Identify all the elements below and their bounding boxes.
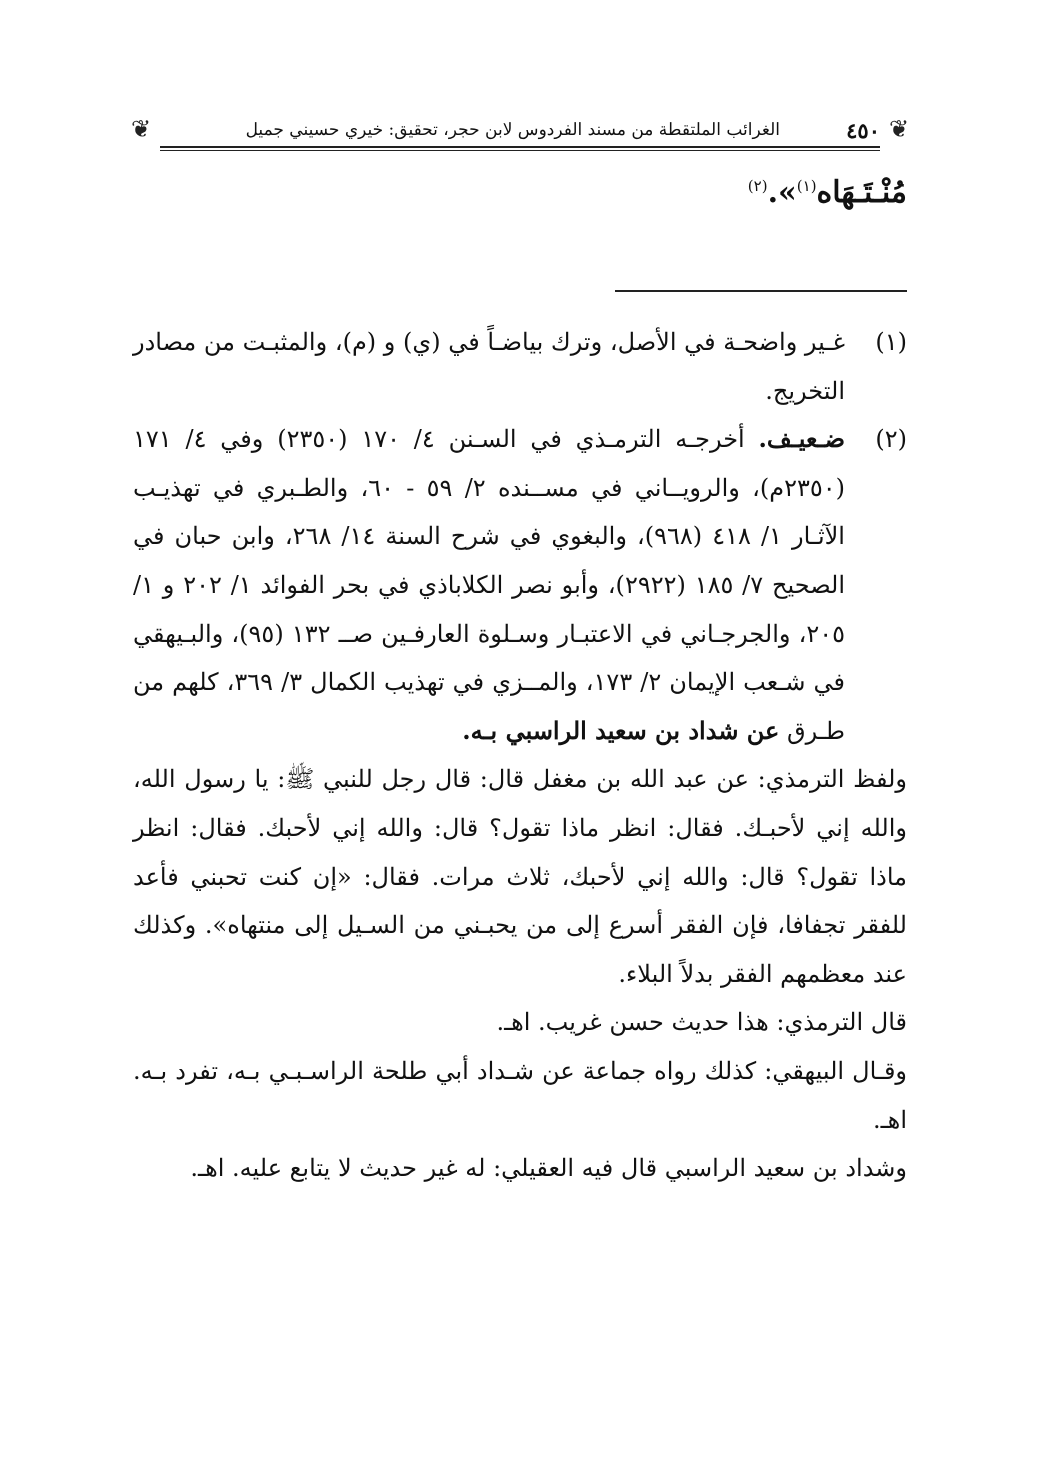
footnote-text — [133, 415, 845, 755]
running-header — [130, 112, 910, 150]
footnote-separator — [615, 290, 907, 292]
tail-word: مُنْـتَـهَاه — [816, 175, 907, 210]
ornament-left-icon: ❦ — [130, 115, 152, 143]
bayhaqi-comment-paragraph: وقـال البيهقي: كذلك رواه جماعة عن شـداد أبي طلحة الراسـبـي بـه، تفرد بـه. اهـ. — [133, 1056, 907, 1134]
footnote-number: (١) — [875, 328, 907, 356]
uqayli-comment-paragraph: وشداد بن سعيد الراسبي قال فيه العقيلي: له غير حديث لا يتابع عليه. اهـ. — [190, 1154, 907, 1183]
page-number: ٤٥٠ — [846, 118, 880, 143]
tirmidhi-grading-paragraph: قال الترمذي: هذا حديث حسن غريب. اهـ. — [496, 1008, 907, 1037]
running-title: الغرائب الملتقطة من مسند الفردوس لابن حجر، تحقيق: خيري حسيني جميل — [245, 120, 780, 140]
footnote-1 — [133, 318, 907, 415]
isnad-chain: عن شداد بن سعيد الراسبي بـه. — [462, 715, 780, 745]
ornament-right-icon: ❦ — [888, 115, 910, 143]
header-rule-thin — [160, 150, 880, 151]
closing-quote: ». — [767, 175, 797, 210]
takhrij-sources: أخرجـه الترمـذي في السـنن ٤/ ١٧٠ (٢٣٥٠) وفي ٤/ ١٧١ (٢٣٥٠م)، والرويــاني في مســنده ٢/ ٥٩ - ٦٠، والطـبري في تهذيـب الآثـار ١/ ٤١٨ (٩٦٨)، والبغوي في شرح السنة ١٤/ ٢٦٨، وابن حبان في الصحيح ٧/ ١٨٥ (٢٩٢٢)، وأبو نصر الكلاباذي في بحر الفوائد ١/ ٢٠٢ و ١/ ٢٠٥، والجرجـاني في الاعتبـار وسـلوة العارفـين صــ ١٣٢ (٩٥)، والبـيهقي في شـعب الإيمان ٢/ ١٧٣، والمــزي في تهذيب الكمال ٣/ ٣٦٩، كلهم من طـرق — [133, 425, 846, 745]
footnote-ref-1: (١) — [796, 177, 817, 195]
footnotes-area — [133, 318, 907, 1193]
grading-verdict: ضـعيـف. — [758, 424, 846, 454]
footnote-ref-2: (٢) — [747, 177, 768, 195]
header-rule — [160, 146, 880, 148]
tirmidhi-wording-paragraph: ولفظ الترمذي: عن عبد الله بن مغفل قال: قال رجل للنبي ﷺ: يا رسول الله، والله إني لأحبـك. فقال: انظر ماذا تقول؟ قال: والله إني لأحبك. فقال: انظر ماذا تقول؟ قال: والله إني لأحبك، ثلاث مرات. فقال: «إن كنت تحبني فأعد للفقر تجفافا، فإن الفقر أسرع إلى من يحبـني من السـيل إلى منتهاه». وكذلك عند معظمهم الفقر بدلاً البلاء. — [133, 765, 907, 988]
footnote-text: غـير واضحـة في الأصل، وترك بياضـاً في (ي) و (م)، والمثبـت من مصادر التخريج. — [133, 328, 845, 405]
main-text-tail — [748, 175, 907, 210]
footnote-number: (٢) — [875, 425, 907, 454]
footnote-2 — [133, 415, 907, 755]
